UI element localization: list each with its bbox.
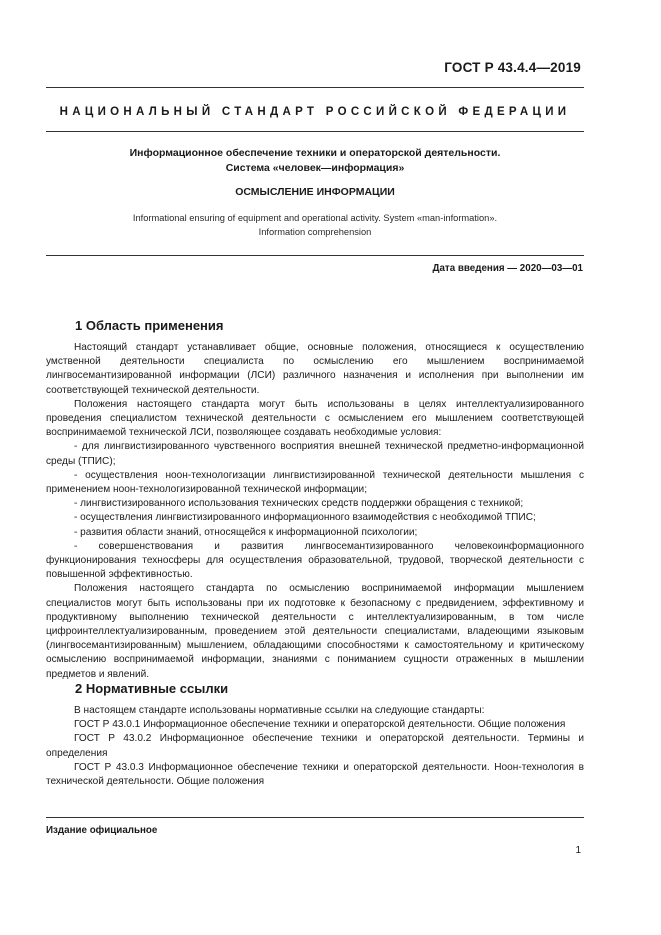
document-subtitle: ОСМЫСЛЕНИЕ ИНФОРМАЦИИ <box>235 186 395 198</box>
list-item: - осуществления лингвистизированного информационного взаимодействия с необходимой ТПИС; <box>74 512 536 524</box>
date-rule <box>46 255 584 256</box>
section-1-body <box>46 341 584 682</box>
english-title-line-2: Information comprehension <box>258 227 372 237</box>
section-1-heading: 1 Область применения <box>75 318 224 333</box>
list-item: - осуществления ноон-технологизации лингвистизированной технической деятельности мышления с применением ноон-технологизированной технической информации; <box>46 469 584 496</box>
reference-item: ГОСТ Р 43.0.1 Информационное обеспечение техники и операторской деятельности. Общие положения <box>74 719 566 731</box>
gost-number: ГОСТ Р 43.4.4—2019 <box>444 60 581 75</box>
english-title-line-1: Informational ensuring of equipment and operational activity. System «man-information». <box>132 213 498 223</box>
title-line-1: Информационное обеспечение техники и операторской деятельности. <box>129 147 501 159</box>
section-2-heading: 2 Нормативные ссылки <box>75 681 229 696</box>
list-item: - для лингвистизированного чувственного восприятия внешней технической предметно-информационной среды (ТПИС); <box>46 441 584 467</box>
top-rule <box>46 87 584 88</box>
list-item: - развития области знаний, относящейся к информационной психологии; <box>74 526 418 538</box>
list-item: - лингвистизированного использования технических средств поддержки обращения с техникой; <box>74 498 524 510</box>
reference-item: ГОСТ Р 43.0.2 Информационное обеспечение техники и операторской деятельности. Термины и определения <box>46 733 584 759</box>
section-2-body <box>46 704 584 789</box>
paragraph: Настоящий стандарт устанавливает общие, основные положения, относящиеся к осуществлению умственной деятельности специалиста по осмыслению его мышлением воспринимаемой лингвосемантизированной информации (ЛСИ) различного назначения и исполнения при выполнении им соответствующей технической деятельности. <box>46 342 584 396</box>
reference-item: ГОСТ Р 43.0.3 Информационное обеспечение техники и операторской деятельности. Ноон-технология в технической деятельности. Общие положения <box>46 761 584 788</box>
paragraph: Положения настоящего стандарта по осмыслению воспринимаемой информации мышлением специалистов могут быть использованы при их подготовке к безопасному с предвидением, эффективному и продуктивному выполнению технической деятельности с интеллектуализированным, в том числе цифроинтеллектуализированным, проведением этой деятельности специалистами, владеющими языковым (лингвосемантизированным) мышлением, обладающими способностями к самостоятельному и критическому осмыслению воспринимаемой информации, знаниями с пониманием сущности отраженных в мышлении предметов и явлений. <box>46 583 584 680</box>
footer-rule <box>46 817 584 818</box>
introduction-date: Дата введения — 2020—03—01 <box>432 263 583 274</box>
paragraph: В настоящем стандарте использованы нормативные ссылки на следующие стандарты: <box>74 705 485 716</box>
title-line-2: Система «человек—информация» <box>225 162 405 174</box>
paragraph: Положения настоящего стандарта могут быть использованы в целях интеллектуализированного проведения специалистом технической деятельности с осмыслением его мышлением соответствующей воспринимаемой технической ЛСИ, позволяющее создавать необходимые условия: <box>46 398 584 439</box>
page-number: 1 <box>575 845 581 856</box>
banner-rule <box>46 131 584 132</box>
edition-label: Издание официальное <box>46 825 158 836</box>
list-item: - совершенствования и развития лингвосемантизированного человекоинформационного функционирования техносферы для осуществления образовательной, трудовой, творческой деятельности с повышенной эффективностью. <box>46 540 584 581</box>
national-standard-banner: НАЦИОНАЛЬНЫЙ СТАНДАРТ РОССИЙСКОЙ ФЕДЕРАЦИИ <box>59 106 571 118</box>
